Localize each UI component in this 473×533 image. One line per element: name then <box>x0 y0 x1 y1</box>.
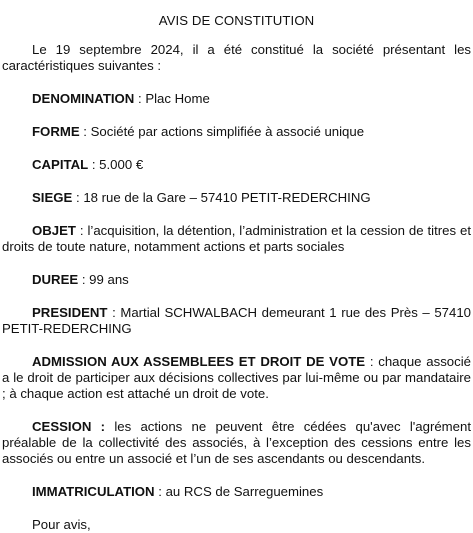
field-denomination: DENOMINATION : Plac Home <box>32 91 210 106</box>
field-label: DUREE <box>32 272 79 287</box>
field-value: chaque associé a le droit de participer aux décisions collectives par lui-même ou par mandataire ; à chaque action est attaché un droit de vote. <box>2 354 471 401</box>
field-label: OBJET <box>32 223 76 238</box>
field-capital: CAPITAL : 5.000 € <box>32 157 144 172</box>
field-value: Martial SCHWALBACH demeurant 1 rue des Près – 57410 PETIT-REDERCHING <box>2 305 471 336</box>
field-value: Société par actions simplifiée à associé unique <box>90 124 365 139</box>
legal-notice <box>2 0 471 533</box>
intro-paragraph: Le 19 septembre 2024, il a été constitué la société présentant les caractéristiques suivantes : <box>2 42 471 73</box>
field-immatriculation: IMMATRICULATION : au RCS de Sarreguemines <box>32 484 324 499</box>
notice-title: AVIS DE CONSTITUTION <box>158 13 315 28</box>
field-label: FORME <box>32 124 80 139</box>
closing-line: Pour avis, <box>32 517 91 532</box>
field-label: SIEGE <box>32 190 73 205</box>
field-value: au RCS de Sarreguemines <box>165 484 324 499</box>
field-admission: ADMISSION AUX ASSEMBLEES ET DROIT DE VOTE : chaque associé a le droit de participer aux décisions collectives par lui-même ou par mandataire ; à chaque action est attaché un droit de vote. <box>2 354 471 401</box>
field-value: les actions ne peuvent être cédées qu'avec l'agrément préalable de la collectivité des associés, à l’exception des cessions entre les associés ou entre un associé et l’un de ses ascendants ou descendants. <box>2 419 471 466</box>
field-label: DENOMINATION <box>32 91 135 106</box>
field-label: IMMATRICULATION <box>32 484 155 499</box>
field-value: 99 ans <box>89 272 129 287</box>
field-label: ADMISSION AUX ASSEMBLEES ET DROIT DE VOTE <box>32 354 366 369</box>
field-label: CAPITAL <box>32 157 89 172</box>
field-duree: DUREE : 99 ans <box>32 272 129 287</box>
field-siege: SIEGE : 18 rue de la Gare – 57410 PETIT-REDERCHING <box>32 190 371 205</box>
field-president: PRESIDENT : Martial SCHWALBACH demeurant 1 rue des Près – 57410 PETIT-REDERCHING <box>2 305 471 336</box>
field-value: 18 rue de la Gare – 57410 PETIT-REDERCHING <box>83 190 371 205</box>
field-label: PRESIDENT <box>32 305 108 320</box>
field-label: CESSION : <box>32 419 106 434</box>
field-value: l’acquisition, la détention, l’administration et la cession de titres et droits de toute nature, notamment actions et parts sociales <box>2 223 471 254</box>
field-objet: OBJET : l’acquisition, la détention, l’administration et la cession de titres et droits de toute nature, notamment actions et parts sociales <box>2 223 471 254</box>
field-cession <box>2 419 471 467</box>
field-value: 5.000 € <box>99 157 144 172</box>
field-value: Plac Home <box>145 91 210 106</box>
field-forme: FORME : Société par actions simplifiée à associé unique <box>32 124 365 139</box>
